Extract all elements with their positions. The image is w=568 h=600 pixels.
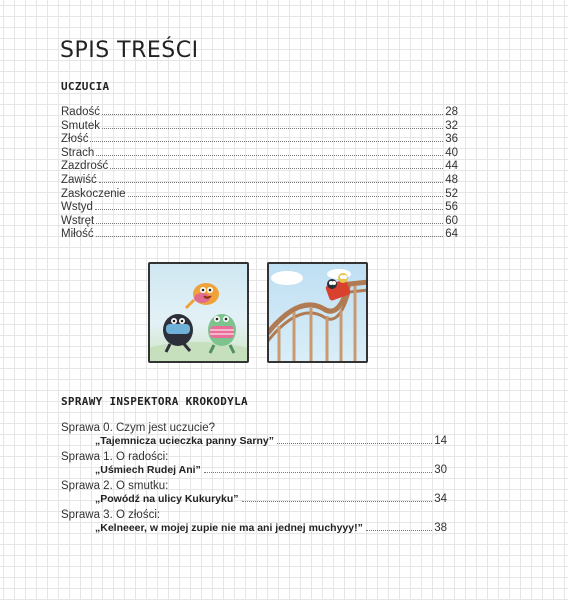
case-story-title: „Powódź na ulicy Kukuryku”	[95, 493, 239, 505]
toc-entry[interactable]	[61, 120, 458, 134]
toc-entry-label: Zaskoczenie	[61, 187, 126, 200]
toc-entry-label: Wstyd	[61, 201, 93, 214]
toc-entry-page: 28	[445, 106, 458, 118]
toc-entry-label: Radość	[61, 106, 100, 118]
section-heading-sprawy: SPRAWY INSPEKTORA KROKODYLA	[61, 395, 248, 408]
toc-entry-page: 36	[445, 133, 458, 146]
case-story-title: „Kelneeer, w mojej zupie nie ma ani jednej muchyyy!”	[95, 522, 363, 534]
toc-entry-page: 60	[445, 214, 458, 227]
dot-leader	[204, 472, 432, 473]
toc-entry-label: Miłość	[61, 228, 94, 241]
toc-entry-label: Smutek	[61, 119, 100, 132]
toc-entry-page: 48	[445, 173, 458, 186]
dot-leader	[96, 223, 443, 224]
toc-entry-label: Złość	[61, 133, 89, 146]
dot-leader	[95, 209, 443, 210]
toc-entry[interactable]	[61, 133, 458, 147]
dot-leader	[96, 236, 444, 237]
toc-entry-page: 64	[445, 228, 458, 241]
toc-entry-page: 44	[445, 160, 458, 173]
toc-entry[interactable]	[61, 160, 458, 174]
dot-leader	[366, 530, 432, 531]
dot-leader	[102, 114, 443, 115]
section-heading-uczucia: UCZUCIA	[61, 80, 110, 93]
toc-entry-label: Strach	[61, 146, 95, 159]
toc-entry[interactable]	[61, 174, 458, 188]
case-entry[interactable]	[61, 479, 447, 507]
toc-entry[interactable]	[61, 201, 458, 215]
case-entry[interactable]	[61, 421, 447, 449]
illustration-dancing-creatures	[148, 262, 249, 363]
case-entry[interactable]	[61, 508, 447, 536]
dot-leader	[99, 182, 443, 183]
dot-leader	[242, 501, 433, 502]
toc-entry-label: Zawiść	[61, 173, 97, 186]
case-page: 14	[434, 435, 447, 447]
dot-leader	[110, 168, 443, 169]
toc-entry-label: Wstręt	[61, 214, 95, 227]
toc-entry[interactable]	[61, 228, 458, 242]
toc-entry[interactable]	[61, 106, 458, 120]
dot-leader	[90, 141, 443, 142]
case-page: 34	[434, 493, 447, 505]
toc-entry-page: 52	[445, 187, 458, 200]
case-entry[interactable]	[61, 450, 447, 478]
case-label: Sprawa 0. Czym jest uczucie?	[61, 422, 216, 434]
case-story-title: „Uśmiech Rudej Ani”	[95, 464, 201, 476]
case-page: 30	[434, 464, 447, 476]
illustration-roller-coaster	[267, 262, 368, 363]
case-label: Sprawa 1. O radości:	[61, 451, 169, 463]
dot-leader	[96, 155, 443, 156]
toc-entry-page: 32	[445, 119, 458, 132]
toc-entry[interactable]	[61, 215, 458, 229]
case-page: 38	[434, 522, 447, 534]
sprawy-toc-list	[61, 421, 447, 537]
case-story-title: „Tajemnicza ucieczka panny Sarny”	[95, 435, 274, 447]
uczucia-toc-list	[61, 106, 458, 242]
toc-entry[interactable]	[61, 188, 458, 202]
toc-entry[interactable]	[61, 147, 458, 161]
dot-leader	[277, 443, 432, 444]
dot-leader	[128, 196, 444, 197]
toc-entry-label: Zazdrość	[61, 160, 109, 173]
case-label: Sprawa 2. O smutku:	[61, 480, 169, 492]
toc-entry-page: 40	[445, 146, 458, 159]
dot-leader	[102, 128, 443, 129]
toc-entry-page: 56	[445, 201, 458, 214]
case-label: Sprawa 3. O złości:	[61, 509, 161, 521]
page-title: SPIS TREŚCI	[60, 38, 199, 63]
